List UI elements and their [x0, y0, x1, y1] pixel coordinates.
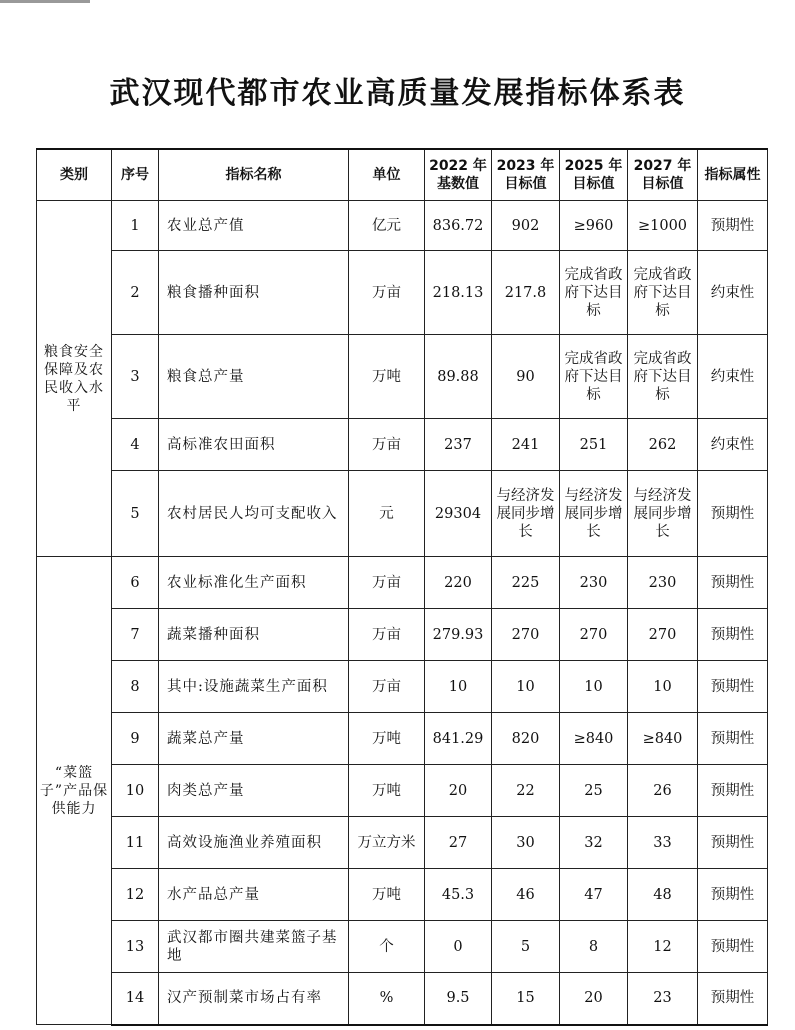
- value-2027: 12: [628, 921, 698, 973]
- indicator-attribute: 预期性: [698, 201, 768, 251]
- value-2022: 836.72: [425, 201, 492, 251]
- indicator-attribute: 约束性: [698, 419, 768, 471]
- value-2025: ≥960: [560, 201, 628, 251]
- value-2023: 820: [492, 713, 560, 765]
- header-2025: 2025 年目标值: [560, 149, 628, 201]
- unit: 万亩: [349, 419, 425, 471]
- unit: 万亩: [349, 609, 425, 661]
- indicator-name: 粮食总产量: [159, 335, 349, 419]
- value-2022: 9.5: [425, 973, 492, 1025]
- indicator-attribute: 预期性: [698, 973, 768, 1025]
- value-2022: 220: [425, 557, 492, 609]
- value-2022: 45.3: [425, 869, 492, 921]
- indicator-name: 其中:设施蔬菜生产面积: [159, 661, 349, 713]
- table-row: [37, 557, 768, 609]
- indicator-name: 高标准农田面积: [159, 419, 349, 471]
- value-2027: ≥1000: [628, 201, 698, 251]
- indicator-table: [36, 148, 768, 1026]
- table-header-row: [37, 149, 768, 201]
- header-unit: 单位: [349, 149, 425, 201]
- value-2023: 270: [492, 609, 560, 661]
- indicator-name: 农业总产值: [159, 201, 349, 251]
- value-2023: 5: [492, 921, 560, 973]
- row-no: 14: [112, 973, 159, 1025]
- unit: 元: [349, 471, 425, 557]
- row-no: 5: [112, 471, 159, 557]
- indicator-name: 粮食播种面积: [159, 251, 349, 335]
- indicator-name: 农业标准化生产面积: [159, 557, 349, 609]
- indicator-name: 蔬菜总产量: [159, 713, 349, 765]
- value-2022: 20: [425, 765, 492, 817]
- indicator-attribute: 预期性: [698, 765, 768, 817]
- value-2027: 与经济发展同步增长: [628, 471, 698, 557]
- page-title: 武汉现代都市农业高质量发展指标体系表: [109, 76, 686, 111]
- unit: 个: [349, 921, 425, 973]
- table-row: [37, 201, 768, 251]
- table-row: [37, 817, 768, 869]
- value-2023: 30: [492, 817, 560, 869]
- row-no: 1: [112, 201, 159, 251]
- indicator-attribute: 预期性: [698, 817, 768, 869]
- table-row: [37, 765, 768, 817]
- value-2027: 262: [628, 419, 698, 471]
- value-2022: 237: [425, 419, 492, 471]
- indicator-name: 高效设施渔业养殖面积: [159, 817, 349, 869]
- indicator-attribute: 预期性: [698, 713, 768, 765]
- value-2023: 902: [492, 201, 560, 251]
- header-no: 序号: [112, 149, 159, 201]
- value-2025: 251: [560, 419, 628, 471]
- value-2025: 270: [560, 609, 628, 661]
- value-2027: 完成省政府下达目标: [628, 335, 698, 419]
- table-row: [37, 419, 768, 471]
- value-2025: ≥840: [560, 713, 628, 765]
- header-2027: 2027 年目标值: [628, 149, 698, 201]
- header-name: 指标名称: [159, 149, 349, 201]
- value-2022: 89.88: [425, 335, 492, 419]
- value-2025: 25: [560, 765, 628, 817]
- row-no: 12: [112, 869, 159, 921]
- value-2025: 完成省政府下达目标: [560, 335, 628, 419]
- indicator-attribute: 预期性: [698, 661, 768, 713]
- header-2023: 2023 年目标值: [492, 149, 560, 201]
- value-2025: 47: [560, 869, 628, 921]
- value-2023: 217.8: [492, 251, 560, 335]
- row-no: 7: [112, 609, 159, 661]
- value-2027: 10: [628, 661, 698, 713]
- value-2023: 90: [492, 335, 560, 419]
- indicator-name: 武汉都市圈共建菜篮子基地: [159, 921, 349, 973]
- table-row: [37, 973, 768, 1025]
- row-no: 3: [112, 335, 159, 419]
- header-category: 类别: [37, 149, 112, 201]
- value-2022: 841.29: [425, 713, 492, 765]
- indicator-attribute: 预期性: [698, 471, 768, 557]
- value-2025: 32: [560, 817, 628, 869]
- indicator-attribute: 约束性: [698, 251, 768, 335]
- value-2027: 完成省政府下达目标: [628, 251, 698, 335]
- value-2023: 10: [492, 661, 560, 713]
- unit: 万亩: [349, 251, 425, 335]
- indicator-name: 水产品总产量: [159, 869, 349, 921]
- value-2027: 26: [628, 765, 698, 817]
- value-2025: 20: [560, 973, 628, 1025]
- indicator-name: 蔬菜播种面积: [159, 609, 349, 661]
- indicator-attribute: 约束性: [698, 335, 768, 419]
- indicator-name: 农村居民人均可支配收入: [159, 471, 349, 557]
- unit: 万吨: [349, 869, 425, 921]
- row-no: 10: [112, 765, 159, 817]
- value-2027: 48: [628, 869, 698, 921]
- table-row: [37, 471, 768, 557]
- row-no: 6: [112, 557, 159, 609]
- indicator-attribute: 预期性: [698, 609, 768, 661]
- table-row: [37, 921, 768, 973]
- table-row: [37, 251, 768, 335]
- row-no: 11: [112, 817, 159, 869]
- value-2022: 218.13: [425, 251, 492, 335]
- unit: %: [349, 973, 425, 1025]
- table-row: [37, 609, 768, 661]
- table-row: [37, 713, 768, 765]
- indicator-attribute: 预期性: [698, 921, 768, 973]
- unit: 万吨: [349, 335, 425, 419]
- value-2025: 8: [560, 921, 628, 973]
- indicator-attribute: 预期性: [698, 557, 768, 609]
- value-2025: 与经济发展同步增长: [560, 471, 628, 557]
- value-2023: 46: [492, 869, 560, 921]
- value-2022: 29304: [425, 471, 492, 557]
- row-no: 9: [112, 713, 159, 765]
- row-no: 8: [112, 661, 159, 713]
- value-2027: 230: [628, 557, 698, 609]
- header-attr: 指标属性: [698, 149, 768, 201]
- unit: 万立方米: [349, 817, 425, 869]
- value-2025: 10: [560, 661, 628, 713]
- table-row: [37, 869, 768, 921]
- value-2022: 27: [425, 817, 492, 869]
- top-edge-mark: [0, 0, 90, 3]
- value-2027: 23: [628, 973, 698, 1025]
- value-2022: 0: [425, 921, 492, 973]
- value-2027: ≥840: [628, 713, 698, 765]
- unit: 万吨: [349, 765, 425, 817]
- value-2023: 241: [492, 419, 560, 471]
- unit: 万亩: [349, 557, 425, 609]
- table-row: [37, 335, 768, 419]
- unit: 亿元: [349, 201, 425, 251]
- category-cell: 粮食安全保障及农民收入水平: [37, 201, 112, 557]
- value-2022: 279.93: [425, 609, 492, 661]
- value-2023: 与经济发展同步增长: [492, 471, 560, 557]
- value-2023: 225: [492, 557, 560, 609]
- value-2023: 15: [492, 973, 560, 1025]
- unit: 万亩: [349, 661, 425, 713]
- table-row: [37, 661, 768, 713]
- category-cell: “菜篮子”产品保供能力: [37, 557, 112, 1025]
- row-no: 13: [112, 921, 159, 973]
- value-2027: 270: [628, 609, 698, 661]
- unit: 万吨: [349, 713, 425, 765]
- value-2027: 33: [628, 817, 698, 869]
- row-no: 4: [112, 419, 159, 471]
- value-2022: 10: [425, 661, 492, 713]
- value-2025: 230: [560, 557, 628, 609]
- indicator-name: 肉类总产量: [159, 765, 349, 817]
- indicator-name: 汉产预制菜市场占有率: [159, 973, 349, 1025]
- indicator-attribute: 预期性: [698, 869, 768, 921]
- row-no: 2: [112, 251, 159, 335]
- header-2022: 2022 年基数值: [425, 149, 492, 201]
- value-2023: 22: [492, 765, 560, 817]
- value-2025: 完成省政府下达目标: [560, 251, 628, 335]
